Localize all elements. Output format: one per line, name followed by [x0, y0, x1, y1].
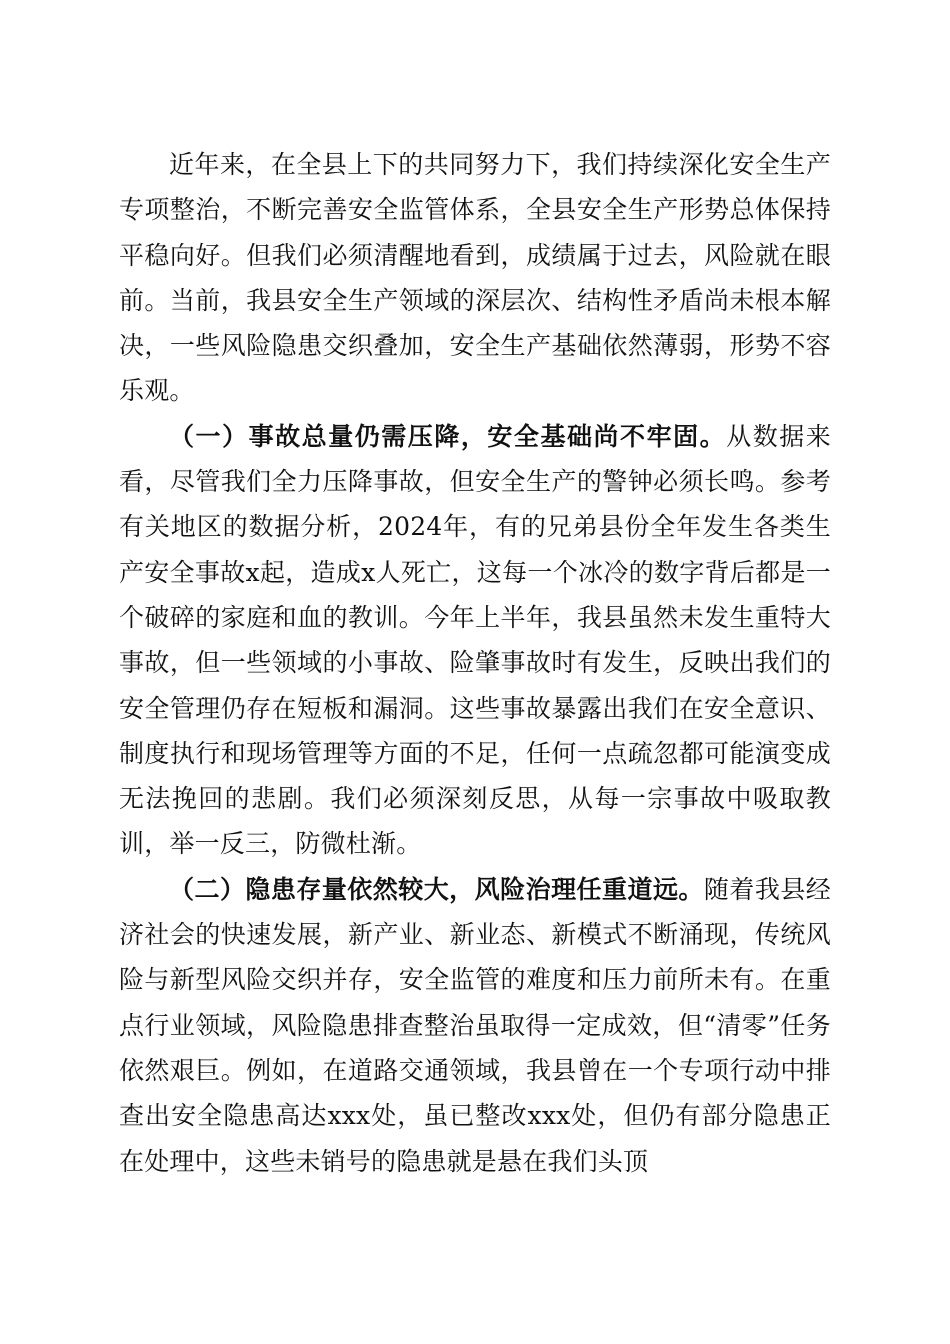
paragraph-intro: [119, 142, 831, 414]
paragraph-intro-text: 近年来，在全县上下的共同努力下，我们持续深化安全生产专项整治，不断完善安全监管体系，全县安全生产形势总体保持平稳向好。但我们必须清醒地看到，成绩属于过去，风险就在眼前。当前，我县安全生产领域的深层次、结构性矛盾尚未根本解决，一些风险隐患交织叠加，安全生产基础依然薄弱，形势不容乐观。: [119, 150, 831, 406]
paragraph-section-2: [119, 867, 831, 1184]
section-1-text: 从数据来看，尽管我们全力压降事故，但安全生产的警钟必须长鸣。参考有关地区的数据分析，2024年，有的兄弟县份全年发生各类生产安全事故x起，造成x人死亡，这每一个冰冷的数字背后都是一个破碎的家庭和血的教训。今年上半年，我县虽然未发生重特大事故，但一些领域的小事故、险肇事故时有发生，反映出我们的安全管理仍存在短板和漏洞。这些事故暴露出我们在安全意识、制度执行和现场管理等方面的不足，任何一点疏忽都可能演变成无法挽回的悲剧。我们必须深刻反思，从每一宗事故中吸取教训，举一反三，防微杜渐。: [119, 421, 832, 859]
section-2-heading: （二）隐患存量依然较大，风险治理任重道远。: [169, 874, 704, 904]
section-2-text: 随着我县经济社会的快速发展，新产业、新业态、新模式不断涌现，传统风险与新型风险交织并存，安全监管的难度和压力前所未有。在重点行业领域，风险隐患排查整治虽取得一定成效，但“清零”任务依然艰巨。例如，在道路交通领域，我县曾在一个专项行动中排查出安全隐患高达xxx处，虽已整改xxx处，但仍有部分隐患正在处理中，这些未销号的隐患就是悬在我们头顶: [119, 874, 831, 1176]
paragraph-section-1: [119, 414, 831, 867]
document-body: [119, 142, 831, 1184]
section-1-heading: （一）事故总量仍需压降，安全基础尚不牢固。: [169, 421, 727, 451]
